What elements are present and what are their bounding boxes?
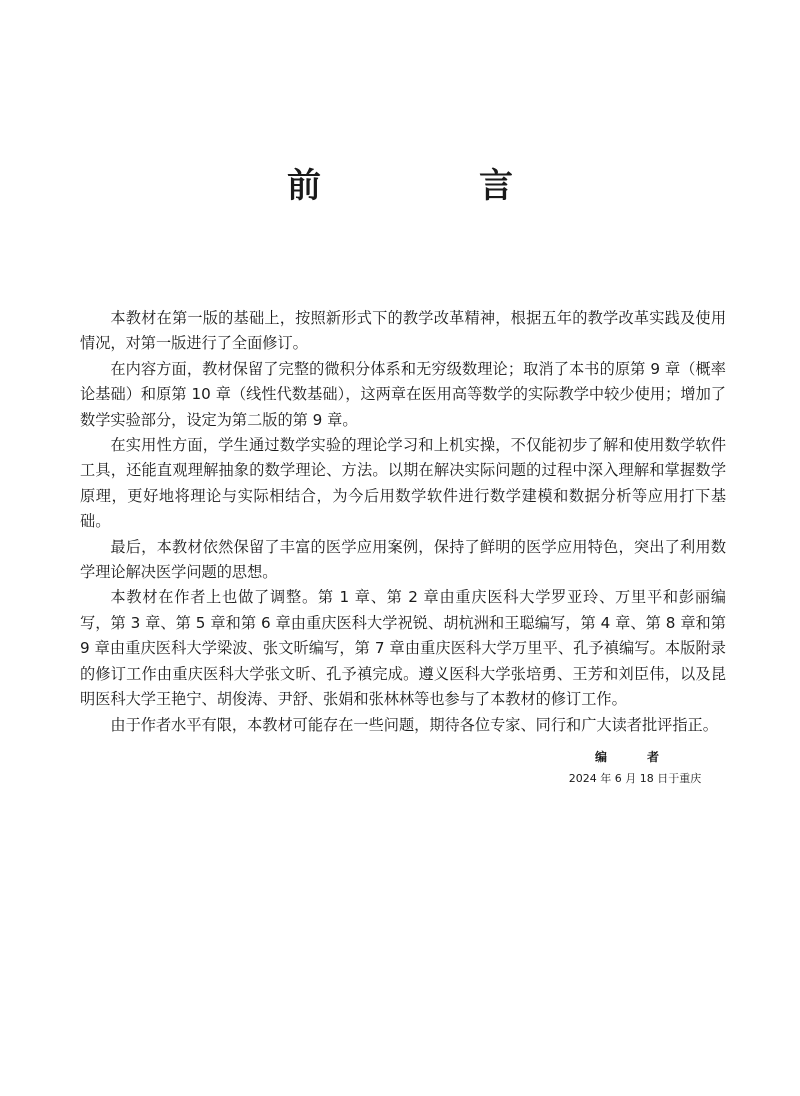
paragraph-2: 在内容方面，教材保留了完整的微积分体系和无穷级数理论；取消了本书的原第 9 章（概率论基础）和原第 10 章（线性代数基础），这两章在医用高等数学的实际教学中较少使用；增加了数学实验部分，设定为第二版的第 9 章。 [80, 359, 726, 429]
page-title: 前 言 [287, 166, 575, 206]
signature-author: 编 者 [594, 750, 673, 764]
signature-date: 2024 年 6 月 18 日于重庆 [568, 772, 702, 785]
paragraph-6: 由于作者水平有限，本教材可能存在一些问题，期待各位专家、同行和广大读者批评指正。 [110, 715, 718, 734]
paragraph-3: 在实用性方面，学生通过数学实验的理论学习和上机实操，不仅能初步了解和使用数学软件工具，还能直观理解抽象的数学理论、方法。以期在解决实际问题的过程中深入理解和掌握数学原理，更好地将理论与实际相结合，为今后用数学软件进行数学建模和数据分析等应用打下基础。 [80, 436, 726, 531]
preface-body [80, 306, 726, 738]
paragraph-4: 最后，本教材依然保留了丰富的医学应用案例，保持了鲜明的医学应用特色，突出了利用数学理论解决医学问题的思想。 [80, 537, 726, 582]
paragraph-1: 本教材在第一版的基础上，按照新形式下的教学改革精神，根据五年的教学改革实践及使用情况，对第一版进行了全面修订。 [80, 309, 726, 353]
paragraph-5: 本教材在作者上也做了调整。第 1 章、第 2 章由重庆医科大学罗亚玲、万里平和彭丽编写，第 3 章、第 5 章和第 6 章由重庆医科大学祝锐、胡杭洲和王聪编写，第 4 章、第 8 章和第 9 章由重庆医科大学梁波、张文昕编写，第 7 章由重庆医科大学万里平、孔予禛编写。本版附录的修订工作由重庆医科大学张文昕、孔予禛完成。遵义医科大学张培勇、王芳和刘臣伟，以及昆明医科大学王艳宁、胡俊涛、尹舒、张娟和张林林等也参与了本教材的修订工作。 [80, 588, 726, 709]
